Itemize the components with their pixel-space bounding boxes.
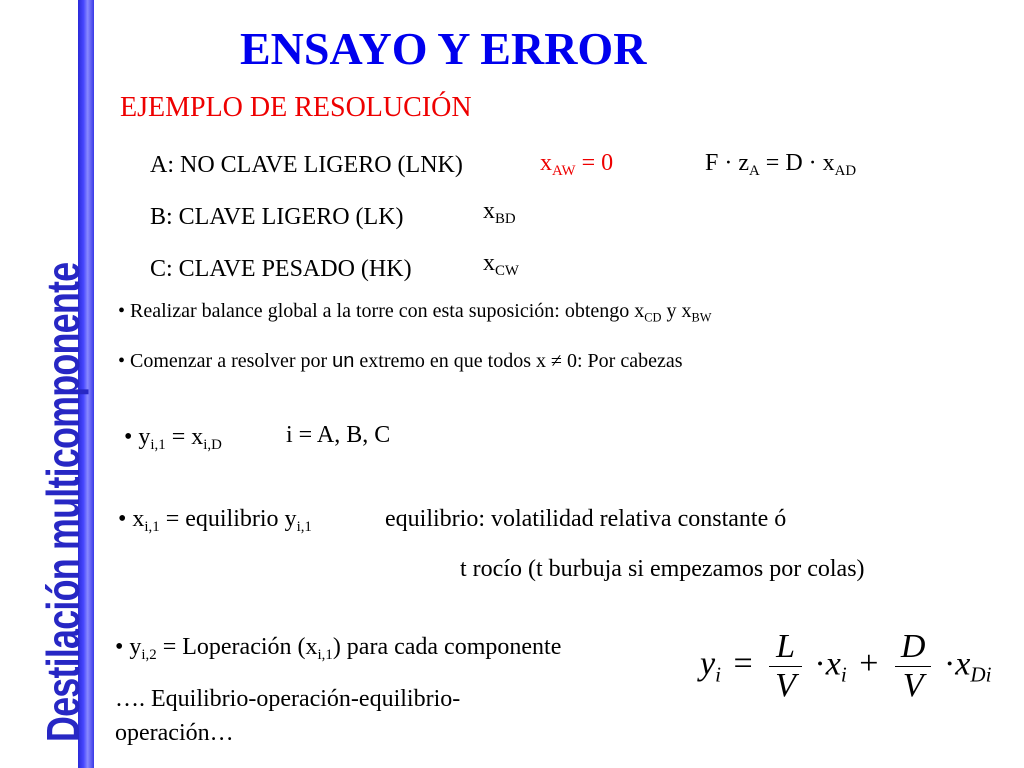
component-c-label: C: CLAVE PESADO (HK) bbox=[150, 256, 412, 282]
bullet-x-equilibrium: • $x_{i,1}$ = equilibrio $y_{i,1}$ bbox=[118, 506, 312, 536]
balance-equation: $F \cdot z_A = D \cdot x_{AD}$ bbox=[705, 150, 857, 180]
bullet-y-initial: • $y_{i,1} = x_{i,D}$ bbox=[124, 424, 222, 454]
slide-subtitle: EJEMPLO DE RESOLUCIÓN bbox=[120, 92, 472, 123]
component-b-variable: $x_{BD}$ bbox=[483, 198, 516, 228]
index-range: i = A, B, C bbox=[286, 422, 391, 448]
operating-line-formula: $y_i$ = $\frac{L}{V}$ $\cdot x_i$ + $\frac{D}{V}$ $\cdot x_{Di}$ bbox=[700, 628, 992, 704]
fraction-l-over-v: $\frac{L}{V}$ bbox=[769, 628, 802, 705]
bullet-global-balance: • Realizar balance global a la torre con esta suposición: obtengo $x_{CD}$ y $x_{BW}$ bbox=[118, 300, 712, 325]
component-c-variable: $x_{CW}$ bbox=[483, 250, 519, 280]
bullet-start-resolve: • Comenzar a resolver por un extremo en que todos x ≠ 0: Por cabezas bbox=[118, 350, 683, 372]
bullet-operation-line: • $y_{i,2}$ = Loperación $(x_{i,1})$ para cada componente bbox=[115, 634, 562, 664]
iteration-line-2: operación… bbox=[115, 720, 234, 746]
slide-title: ENSAYO Y ERROR bbox=[240, 23, 647, 74]
component-a-variable: $x_{AW} = 0$ bbox=[540, 150, 614, 180]
iteration-line-1: …. Equilibrio-operación-equilibrio- bbox=[115, 686, 461, 712]
equilibrium-note-2: t rocío (t burbuja si empezamos por colas) bbox=[460, 556, 865, 582]
equilibrium-note: equilibrio: volatilidad relativa constante ó bbox=[385, 506, 787, 532]
component-b-label: B: CLAVE LIGERO (LK) bbox=[150, 204, 404, 230]
vertical-title: Destilación multicomponente bbox=[37, 262, 89, 742]
fraction-d-over-v: $\frac{D}{V}$ bbox=[895, 628, 932, 705]
sidebar bbox=[0, 0, 100, 768]
component-a-label: A: NO CLAVE LIGERO (LNK) bbox=[150, 152, 463, 178]
